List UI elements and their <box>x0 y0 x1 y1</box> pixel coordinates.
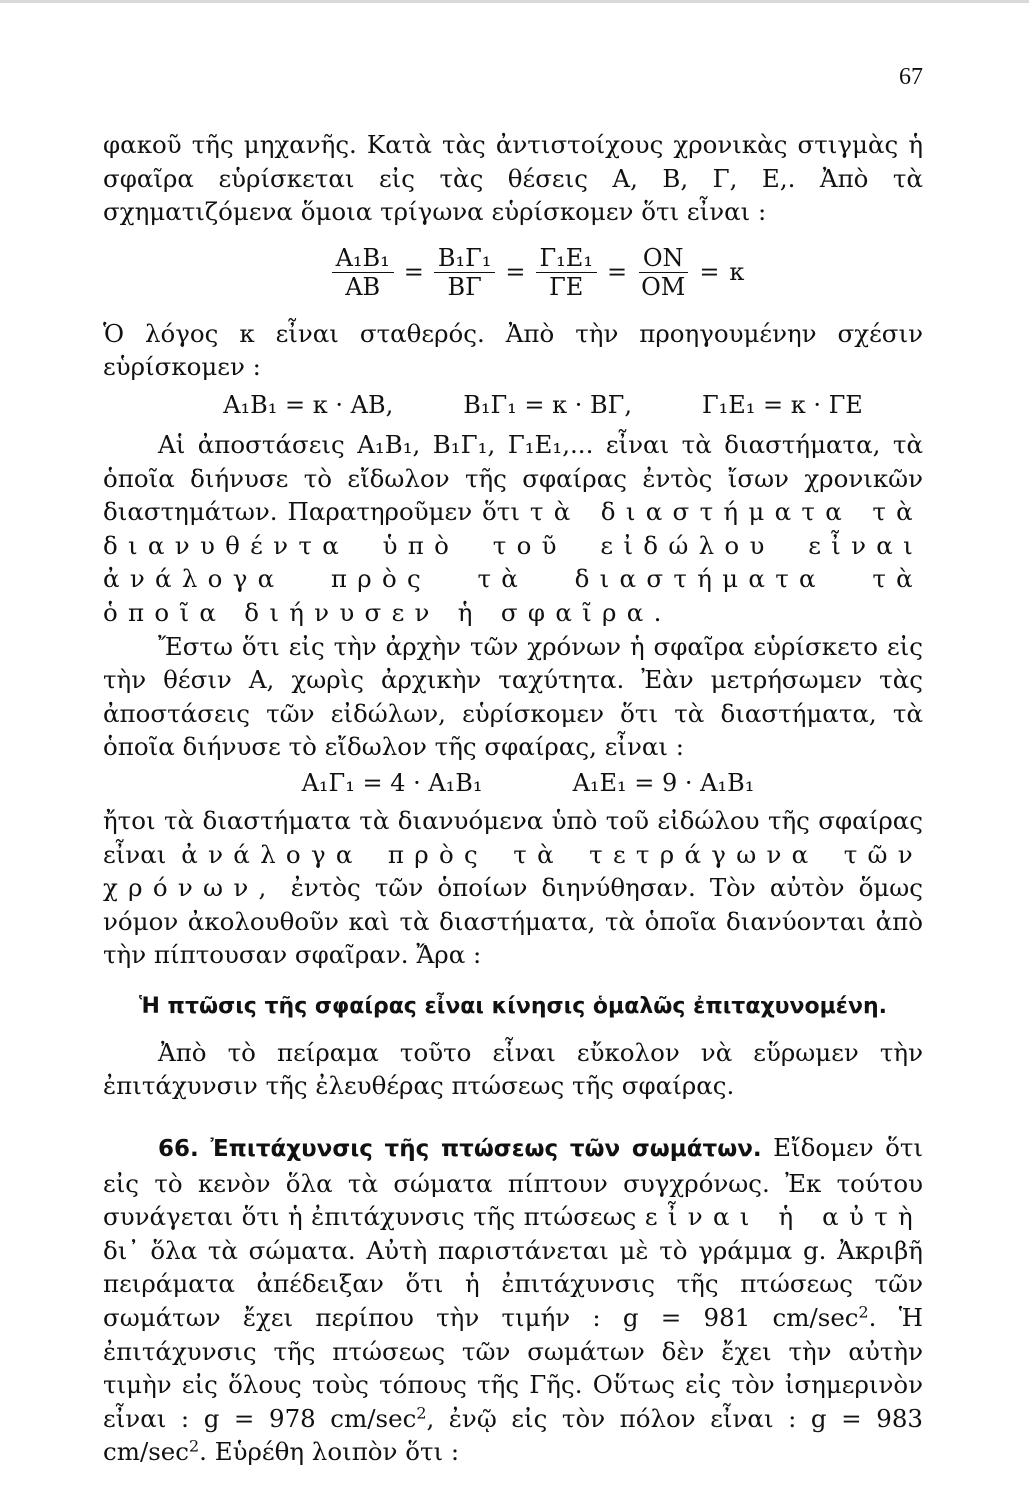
equals-sign: = <box>403 257 424 286</box>
fraction-numerator: A₁B₁ <box>332 244 394 273</box>
fraction-denominator: OM <box>641 273 686 302</box>
fraction-4 <box>637 244 689 301</box>
ratio-constant: κ <box>729 257 745 286</box>
fraction-2 <box>434 244 496 301</box>
section-66 <box>103 1131 923 1469</box>
fraction-numerator: B₁Γ₁ <box>434 244 496 273</box>
superscript: 2 <box>189 1436 200 1456</box>
fraction-3 <box>536 244 597 301</box>
equation-term: A₁Γ₁ = 4 · A₁B₁ <box>301 769 483 798</box>
fraction-numerator: ON <box>639 244 688 273</box>
page-top-edge <box>0 0 1029 3</box>
section-heading <box>158 1136 762 1162</box>
text-run: δι᾽ ὅλα τὰ σώματα. Αὐτὴ παριστάνεται μὲ τὸ γράμμα g. Ἀκριβῆ πειράματα ἀπέδειξαν ὅτι ἡ ἐπιτάχυνσις τῆς πτώσεως τῶν σωμάτων ἔχει περίπου τὴν τιμήν : g = 981 cm/sec <box>103 1235 923 1333</box>
text-run: ἤτοι τὰ διαστήματα τὰ διανυόμενα ὑπὸ τοῦ εἰδώλου τῆς σφαίρας εἶναι <box>103 805 923 869</box>
fraction-denominator: ΓE <box>549 273 584 302</box>
equation-term: A₁E₁ = 9 · A₁B₁ <box>572 769 755 798</box>
text-run: Αἱ ἀποστάσεις A₁B₁, B₁Γ₁, Γ₁E₁,... εἶναι τὰ διαστήματα, τὰ ὁποῖα διήνυσε τὸ εἴδωλον τῆς σφαίρας ἐντὸς ἴσων χρονικῶν διαστημάτων. Παρατηροῦμεν ὅτι <box>103 429 923 527</box>
superscript: 2 <box>858 1302 869 1322</box>
text-run: . Ἡ ἐπιτάχυνσις τῆς πτώσεως τῶν σωμάτων δὲν ἔχει τὴν αὐτὴν τιμὴν εἰς ὅλους τοὺς τόπους τῆς Γῆς. Οὕτως εἰς τὸν ἰσημερινὸν εἶναι : g = 978 cm/sec <box>103 1303 923 1433</box>
fraction-denominator: BΓ <box>447 273 482 302</box>
fraction-numerator: Γ₁E₁ <box>536 244 597 273</box>
equals-sign: = <box>699 257 720 286</box>
equals-sign: = <box>606 257 628 286</box>
equation-distances <box>163 384 923 428</box>
paragraph-constant-ratio: Ὁ λόγος κ εἶναι σταθερός. Ἀπὸ τὴν προηγουμένην σχέσιν εὑρίσκομεν : <box>103 318 923 382</box>
bold-conclusion: Ἡ πτῶσις τῆς σφαίρας εἶναι κίνησις ὁμαλῶς ἐπιταχυνομένη. <box>138 993 888 1019</box>
text-run: Εἴδομεν ὅτι εἰς τὸ κενὸν ὅλα τὰ σώματα πίπτουν συγχρόνως. Ἐκ τούτου συνάγεται ὅτι ἡ ἐπιτάχυνσις τῆς πτώσεως <box>103 1133 924 1232</box>
text-run: ἐντὸς τῶν ὁποίων διηνύθησαν. Τὸν αὐτὸν ὅμως νόμον ἀκολουθοῦν καὶ τὰ διαστήματα, τὰ ὁποῖα διανύονται ἀπὸ τὴν πίπτουσαν σφαῖραν. Ἄρα : <box>103 873 923 970</box>
emphasized-text: τὰ διαστήματα τὰ διανυθέντα ὑπὸ τοῦ εἰδώλου εἶναι ἀνάλογα πρὸς τὰ διαστήματα τὰ ὁποῖα διήνυσεν ἡ σφαῖρα. <box>103 497 924 627</box>
text-run: . Εὑρέθη λοιπὸν ὅτι : <box>199 1437 460 1467</box>
paragraph-intro: φακοῦ τῆς μηχανῆς. Κατὰ τὰς ἀντιστοίχους χρονικὰς στιγμὰς ἡ σφαῖρα εὑρίσκεται εἰς τὰς θέσεις Α, Β, Γ, Ε,. Ἀπὸ τὰ σχηματιζόμενα ὅμοια τρίγωνα εὑρίσκομεν ὅτι εἶναι : <box>103 130 923 227</box>
emphasized-text: ἀνάλογα πρὸς τὰ τετράγωνα τῶν χρόνων, <box>103 839 923 903</box>
emphasized-text: εἶναι ἡ αὐτὴ <box>644 1202 924 1232</box>
equation-term: B₁Γ₁ = κ · BΓ, <box>463 391 632 420</box>
fraction-denominator: AB <box>345 273 381 302</box>
equation-term: A₁B₁ = κ · AB, <box>223 391 394 420</box>
text-run: , ἐνῷ εἰς τὸν πόλον εἶναι : g = 983 cm/sec <box>103 1403 924 1467</box>
section-number: 66. <box>158 1136 199 1163</box>
equation-term: Γ₁E₁ = κ · ΓE <box>701 391 863 420</box>
equals-sign: = <box>505 257 526 286</box>
page-text <box>103 128 923 1469</box>
paragraph-initial-position: Ἔστω ὅτι εἰς τὴν ἀρχὴν τῶν χρόνων ἡ σφαῖρα εὑρίσκετο εἰς τὴν θέσιν Α, χωρὶς ἀρχικὴν ταχύτητα. Ἐὰν μετρήσωμεν τὰς ἀποστάσεις τῶν εἰδώλων, εὑρίσκομεν ὅτι τὰ διαστήματα, τὰ ὁποῖα διήνυσε τὸ εἴδωλον τῆς σφαίρας, εἶναι : <box>103 631 923 762</box>
paragraph-squares-law <box>103 804 923 972</box>
paragraph-distances <box>103 428 923 630</box>
paragraph-acceleration-intro: Ἀπὸ τὸ πείραμα τοῦτο εἶναι εὔκολον νὰ εὕρωμεν τὴν ἐπιτάχυνσιν τῆς ἐλευθέρας πτώσεως τῆς σφαίρας. <box>103 1037 923 1101</box>
ratio-equation <box>153 229 923 317</box>
page-number: 67 <box>899 64 923 90</box>
fraction-1 <box>332 244 394 301</box>
section-title: Ἐπιτάχυνσις τῆς πτώσεως τῶν σωμάτων. <box>210 1136 762 1163</box>
equation-squares <box>133 764 923 804</box>
superscript: 2 <box>416 1403 427 1423</box>
